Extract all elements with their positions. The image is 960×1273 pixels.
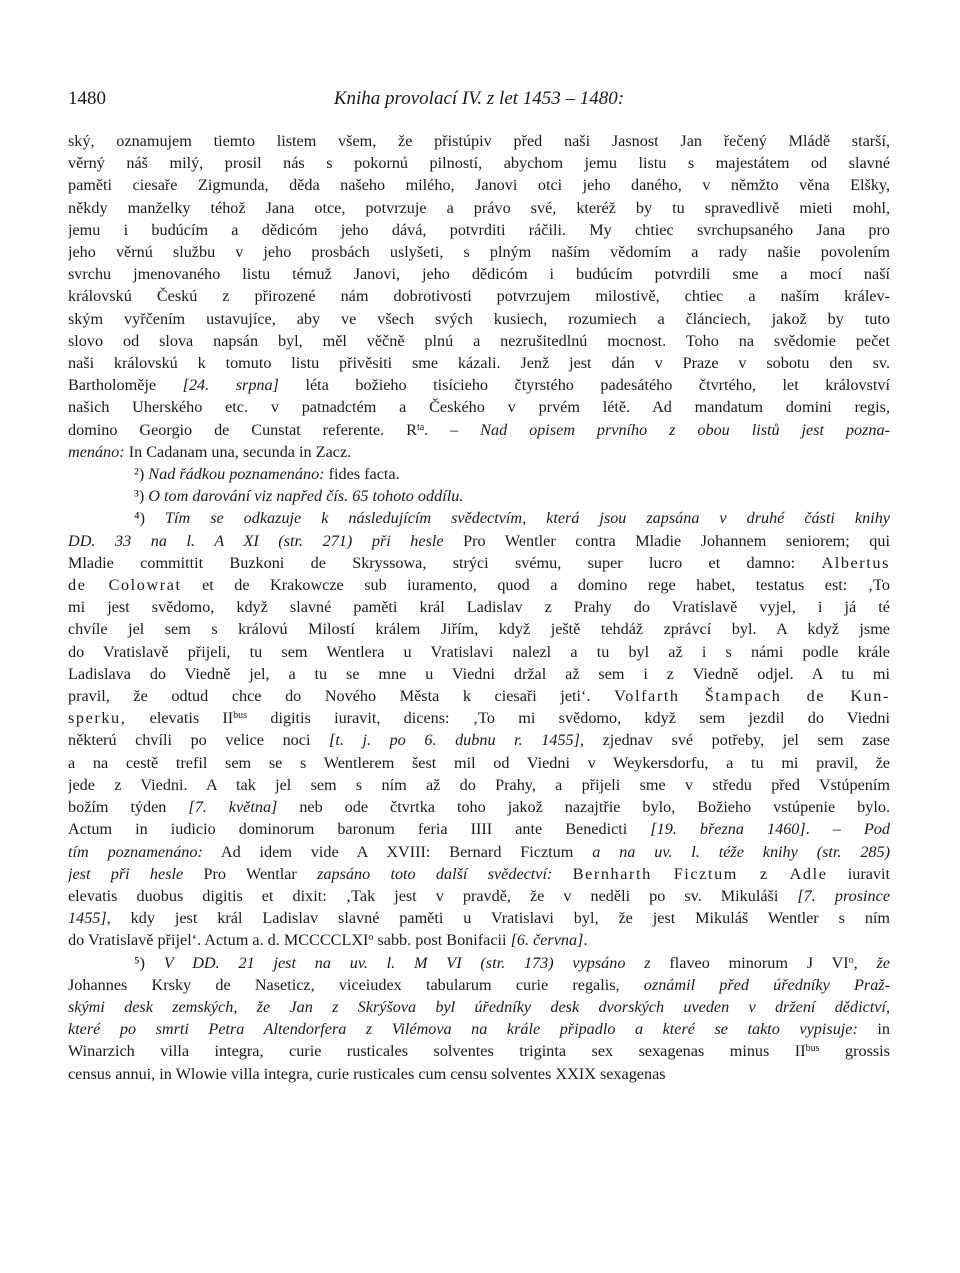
text-line xyxy=(68,885,890,907)
text-segment: jemu i budúcím a dědicóm jeho dává, potvrditi ráčili. My chtiec svrchupsaného Jana pro xyxy=(68,220,890,239)
text-line xyxy=(68,841,890,863)
text-segment: božím týden xyxy=(68,798,189,817)
text-segment: mi jest svědomo, když slavné paměti král Ladislav z Prahy do Vratislavě vyjel, i já té xyxy=(68,598,890,617)
italic-text: DD. 33 na l. A XI (str. 271) při hesle xyxy=(68,531,444,550)
text-line xyxy=(68,818,890,840)
text-line xyxy=(68,419,890,441)
text-line xyxy=(68,308,890,330)
text-line xyxy=(68,618,890,640)
text-line xyxy=(68,507,890,529)
text-line xyxy=(68,996,890,1018)
text-segment: sabb. post Bonifacii xyxy=(373,931,511,950)
italic-text: [6. června] xyxy=(510,931,584,950)
text-segment: Pro Wentler contra Mladie Johannem seniorem; qui xyxy=(443,531,890,550)
text-segment: Winarzich villa integra, curie rusticales solventes triginta sex sexagenas minus II xyxy=(68,1042,806,1061)
text-segment: ským vyřčením ustavujíce, aby ve všech svých kusiech, rozumiech a článciech, jakož by tuto xyxy=(68,309,890,328)
text-line xyxy=(68,1063,890,1085)
text-line xyxy=(68,552,890,574)
text-segment: někdy manželky téhož Jana otce, potvrzuje a právo své, kteréž by tu spravedlivě mieti mohl, xyxy=(68,198,890,217)
text-line xyxy=(68,974,890,996)
text-line xyxy=(68,1018,890,1040)
text-segment: věrný náš milý, prosil nás s pokornú pilností, abychom jemu listu s majestátem od slavné xyxy=(68,154,890,173)
spaced-name: Volfarth Štampach de Kun- xyxy=(614,687,890,706)
text-segment: . – xyxy=(424,420,481,439)
italic-text: jest při hesle xyxy=(68,864,184,883)
italic-text: [24. srpna] xyxy=(182,376,279,395)
spaced-name: de Colowrat xyxy=(68,576,182,595)
text-segment: , zjednav své potřeby, jel sem zase xyxy=(579,731,890,750)
italic-text: Tím se odkazuje k následujícím svědectvím, která jsou zapsána v druhé části knihy xyxy=(165,509,890,528)
text-segment: a na cestě trefil sem se s Wentlerem šest mil od Viedni v Weykersdorfu, a tu mi pravil, že xyxy=(68,753,890,772)
text-segment: iuravit xyxy=(827,864,890,883)
text-segment: pravil, že odtud chce do Nového Města k ciesaři jeti‘. xyxy=(68,687,615,706)
italic-text: zapsáno toto další svědectví: xyxy=(317,864,553,883)
page-number: 1480 xyxy=(68,88,106,109)
text-segment: paměti ciesaře Zigmunda, děda našeho milého, Janovi otci jeho daného, v němžto věna Elšky, xyxy=(68,176,890,195)
text-segment: některú chvíli po velice noci xyxy=(68,731,330,750)
spaced-name: Bernharth Ficztum z Adle xyxy=(572,864,828,883)
text-line xyxy=(68,374,890,396)
italic-text: tím poznamenáno: xyxy=(68,842,203,861)
text-segment: , kdy jest král Ladislav slavné paměti u Vratislavi byl, že jest Mikuláš Wentler s ním xyxy=(106,909,890,928)
text-line xyxy=(68,929,890,951)
text-line xyxy=(68,774,890,796)
italic-text: 1455] xyxy=(68,909,107,928)
text-line xyxy=(68,1040,890,1062)
text-segment: elevatis II xyxy=(126,709,234,728)
text-segment: do Vratislavě přijel‘. Actum a. d. MCCCCLXI xyxy=(68,931,369,950)
text-line xyxy=(68,285,890,307)
text-segment: ²) xyxy=(134,465,149,484)
text-segment: neb ode čtvrtka toho jakož nazajtřie bylo, Božieho vstúpenie bylo. xyxy=(277,798,890,817)
text-line xyxy=(68,530,890,552)
text-line xyxy=(68,574,890,596)
text-segment: slovo od slova napsán byl, měl věčně plnú a nezrušitedlnú mocnost. Toho na svědomie pečet xyxy=(68,331,890,350)
text-segment: In Cadanam una, secunda in Zacz. xyxy=(124,442,352,461)
text-line xyxy=(68,219,890,241)
italic-text: [t. j. po 6. dubnu r. 1455] xyxy=(329,731,580,750)
text-line xyxy=(68,263,890,285)
text-segment: , xyxy=(853,953,877,972)
text-segment: ³) xyxy=(134,487,149,506)
superscript: bus xyxy=(805,1043,820,1055)
text-line xyxy=(68,907,890,929)
italic-text: skými desk zemských, že Jan z Skrýšova byl úředníky desk dvorských uveden v držení dědictví, xyxy=(68,997,890,1016)
text-segment: Bartholoměje xyxy=(68,376,183,395)
text-segment: chvíle jel sem s královú Milostí králem Jiřím, když ještě tehdáž zprávcí byl. A když jsme xyxy=(68,620,890,639)
italic-text: [7. května] xyxy=(188,798,278,817)
text-line xyxy=(68,463,890,485)
text-line xyxy=(68,596,890,618)
superscript: bus xyxy=(233,710,248,722)
text-line xyxy=(68,352,890,374)
text-segment: in xyxy=(857,1020,890,1039)
text-line xyxy=(68,174,890,196)
text-segment: jede z Viedni. A tak jel sem s ním až do Prahy, a přijeli sme v středu před Vstúpením xyxy=(68,775,890,794)
text-segment: et de Krakowcze sub iuramento, quod a domino rege habet, testatus est: ‚To xyxy=(181,576,890,595)
text-line xyxy=(68,197,890,219)
spaced-name: Albertus xyxy=(821,553,890,572)
text-segment: digitis iuravit, dicens: ‚To mi svědomo, když sem jezdil do Viedni xyxy=(247,709,890,728)
superscript: o xyxy=(848,954,854,966)
text-segment: fides facta. xyxy=(324,465,400,484)
italic-text: Nad opisem prvního z obou listů jest pozna- xyxy=(480,420,890,439)
text-segment: jeho věrnú službu v jeho prosbách uslyšeti, s plným naším vědomím a rady našie povolením xyxy=(68,243,890,262)
text-line xyxy=(68,130,890,152)
italic-text: a na uv. l. téže knihy (str. 285) xyxy=(592,842,890,861)
running-title: Kniha provolací IV. z let 1453 – 1480: xyxy=(333,88,625,109)
text-line xyxy=(68,752,890,774)
text-line xyxy=(68,729,890,751)
text-segment: flaveo minorum J VI xyxy=(650,953,849,972)
italic-text: O tom darování viz napřed čís. 65 tohoto oddílu. xyxy=(148,487,464,506)
text-segment: Ladislava do Viedně jel, a tu se mne u Viedni držal až sem i z Viedně odjel. A tu mi xyxy=(68,664,890,683)
text-segment: elevatis duobus digitis et dixit: ‚Tak jest v pravdě, že v neděli po sv. Mikuláši xyxy=(68,886,798,905)
text-segment: ský, oznamujem tiemto listem všem, že přistúpiv před naši Jasnost Jan řečený Mládě starší, xyxy=(68,132,890,150)
text-segment: královskú Českú z přirozené nám dobrotivosti potvrzujem milostivě, chtiec a naším králev- xyxy=(68,287,890,306)
text-segment: Pro Wentlar xyxy=(183,864,318,883)
italic-text: [19. března 1460] xyxy=(650,820,806,839)
page-header xyxy=(68,88,890,114)
italic-text: které po smrti Petra Altendorfera z Vilémova na krále připadlo a které se takto vypisuje: xyxy=(68,1020,858,1039)
text-line xyxy=(68,441,890,463)
text-segment: léta božieho tisícieho čtyrstého padesátého čtvrtého, let království xyxy=(278,376,890,395)
text-line xyxy=(68,796,890,818)
text-line xyxy=(68,952,890,974)
italic-text: oznámil před úředníky Praž- xyxy=(643,975,890,994)
text-line xyxy=(68,685,890,707)
superscript: o xyxy=(368,932,374,944)
text-line xyxy=(68,863,890,885)
text-segment: naši královskú k tomuto listu přivěsiti sme kázali. Jenž jest dán v Praze v sobotu den sv. xyxy=(68,354,890,373)
text-segment: Johannes Krsky de Naseticz, viceiudex tabularum curie regalis, xyxy=(68,975,644,994)
text-segment: Mladie committit Buzkoni de Skryssowa, strýci svému, super lucro et damno: xyxy=(68,553,822,572)
text-line xyxy=(68,641,890,663)
text-segment: ⁴) xyxy=(134,509,166,528)
text-segment: . xyxy=(583,931,588,950)
text-segment: do Vratislavě přijeli, tu sem Wentlera u Vratislavi nalezl a tu byl až i s námi podle krále xyxy=(68,642,890,661)
text-segment: ⁵) xyxy=(134,953,164,972)
text-segment: domino Georgio de Cunstat referente. R xyxy=(68,420,417,439)
text-segment: Ad idem vide A XVIII: Bernard Ficztum xyxy=(202,842,593,861)
italic-text: Pod xyxy=(863,820,890,839)
text-line xyxy=(68,330,890,352)
text-line xyxy=(68,241,890,263)
text-segment: census annui, in Wlowie villa integra, curie rusticales cum censu solventes XXIX sexagenas xyxy=(68,1064,666,1083)
document-body xyxy=(68,130,890,1085)
italic-text: menáno: xyxy=(68,442,125,461)
text-line xyxy=(68,663,890,685)
italic-text: V DD. 21 jest na uv. l. M VI (str. 173) vypsáno z xyxy=(163,953,651,972)
text-segment xyxy=(552,865,572,883)
text-line xyxy=(68,707,890,729)
text-segment: Actum in iudicio dominorum baronum feria IIII ante Benedicti xyxy=(68,820,651,839)
italic-text: Nad řádkou poznamenáno: xyxy=(148,465,325,484)
text-segment: našich Uherského etc. v patnadctém a Českého v prvém létě. Ad mandatum domini regis, xyxy=(68,398,890,417)
italic-text: že xyxy=(876,953,890,972)
text-line xyxy=(68,485,890,507)
superscript: ta xyxy=(416,421,425,433)
spaced-name: sperku, xyxy=(68,709,127,728)
text-line xyxy=(68,396,890,418)
text-segment: svrchu jmenovaného listu témuž Janovi, jeho dědicóm i budúcím potvrdili sme a mocí naší xyxy=(68,265,890,284)
text-line xyxy=(68,152,890,174)
italic-text: [7. prosince xyxy=(797,886,890,905)
text-segment: grossis xyxy=(819,1042,890,1061)
text-segment: . – xyxy=(805,820,864,839)
